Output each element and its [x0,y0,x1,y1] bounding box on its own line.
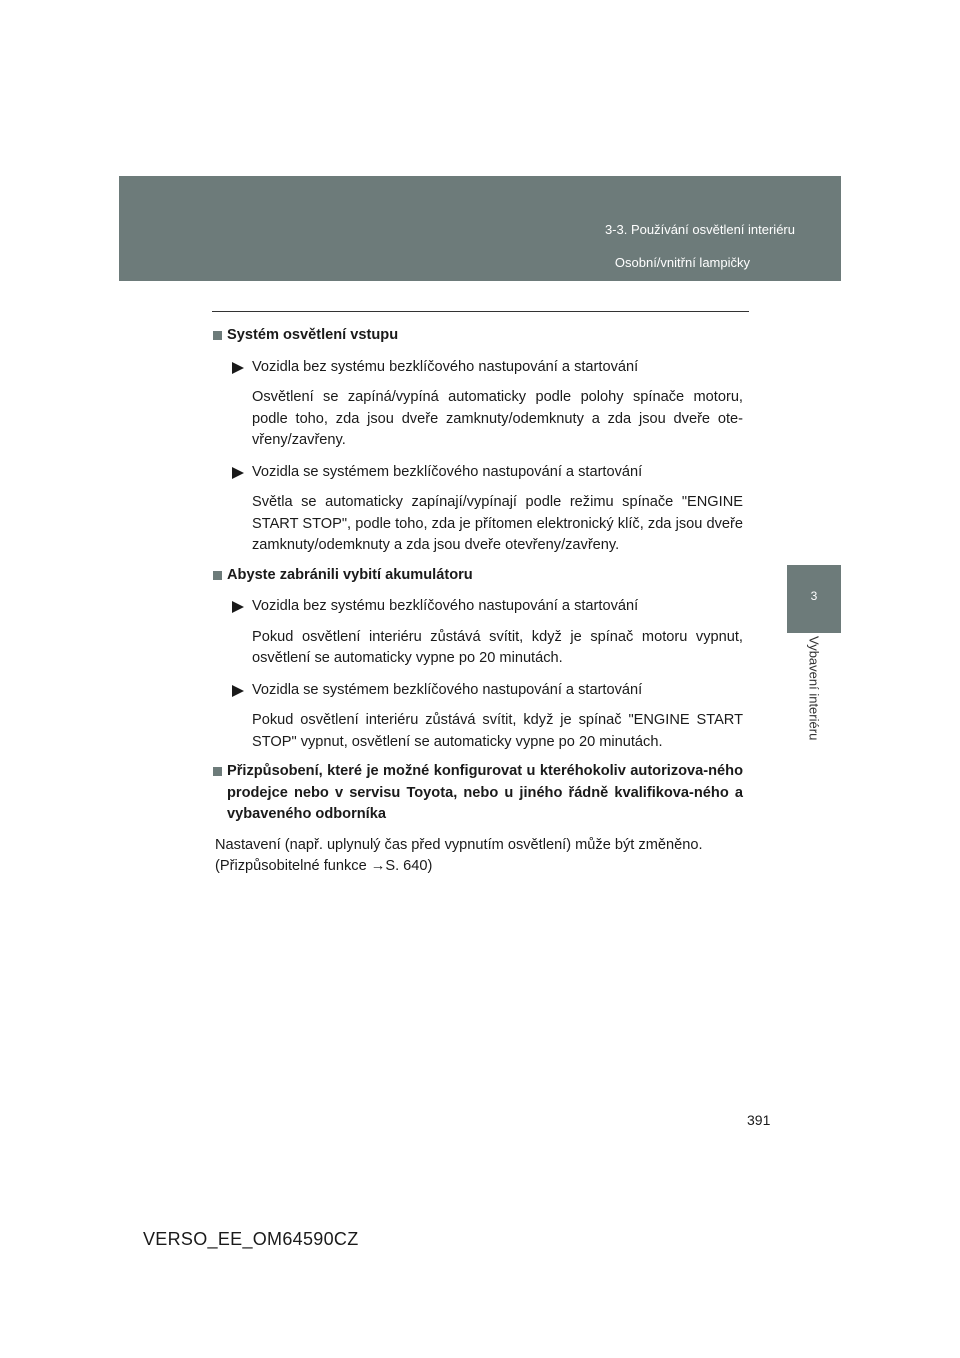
paragraph [213,835,743,878]
triangle-bullet-icon [232,362,244,374]
section-heading: Abyste zabránili vybití akumulátoru [213,565,743,587]
subsection-title: Osobní/vnitřní lampičky [614,255,750,270]
square-bullet-icon [213,767,222,776]
square-bullet-icon [213,571,222,580]
condition-item: Vozidla bez systému bezklíčového nastupování a startování [213,596,743,618]
square-bullet-icon [213,331,222,340]
condition-item: Vozidla bez systému bezklíčového nastupování a startování [213,357,743,379]
triangle-bullet-icon [232,601,244,613]
cross-reference-link[interactable]: (Přizpůsobitelné funkce →S. 640) [215,858,433,874]
section-heading: Systém osvětlení vstupu [213,325,743,347]
page-number: 391 [747,1112,771,1128]
condition-item: Vozidla se systémem bezklíčového nastupování a startování [213,462,743,484]
triangle-bullet-icon [232,685,244,697]
chapter-label [786,636,842,766]
header-band [119,176,841,281]
header-divider [212,311,749,312]
paragraph: Pokud osvětlení interiéru zůstává svítit, když je spínač motoru vypnut, osvětlení se automaticky vypne po 20 minutách. [252,628,743,666]
paragraph: Světla se automaticky zapínají/vypínají podle režimu spínače "ENGINE START STOP", podle toho, zda je přítomen elektronický klíč, zda jsou dveře zamknuty/odemknuty a zda jsou dveře otevřeny/zavřeny. [252,494,743,553]
chapter-number: 3 [810,589,818,603]
paragraph: Pokud osvětlení interiéru zůstává svítit, když je spínač "ENGINE START STOP" vypnut, osvětlení se automaticky vypne po 20 minutách. [252,712,743,750]
section-title: 3-3. Používání osvětlení interiéru [604,222,795,237]
paragraph-line: Nastavení (např. uplynulý čas před vypnutím osvětlení) může být změněno. [215,836,703,853]
condition-item: Vozidla se systémem bezklíčového nastupování a startování [213,680,743,702]
triangle-bullet-icon [232,467,244,479]
document-code: VERSO_EE_OM64590CZ [143,1229,359,1249]
chapter-label-text: Vybavení interiéru [806,636,822,741]
paragraph: Osvětlení se zapíná/vypíná automaticky podle polohy spínače motoru, podle toho, zda jsou dveře zamknuty/odemknuty a zda jsou dveře ote-vřeny/zavřeny. [252,389,743,448]
chapter-tab[interactable] [787,565,841,633]
section-heading: Přizpůsobení, které je možné konfigurovat u kteréhokoliv autorizova-ného prodejce nebo v servisu Toyota, nebo u jiného řádně kvalifikova-ného a vybaveného odborníka [213,761,743,826]
main-content [213,325,743,878]
